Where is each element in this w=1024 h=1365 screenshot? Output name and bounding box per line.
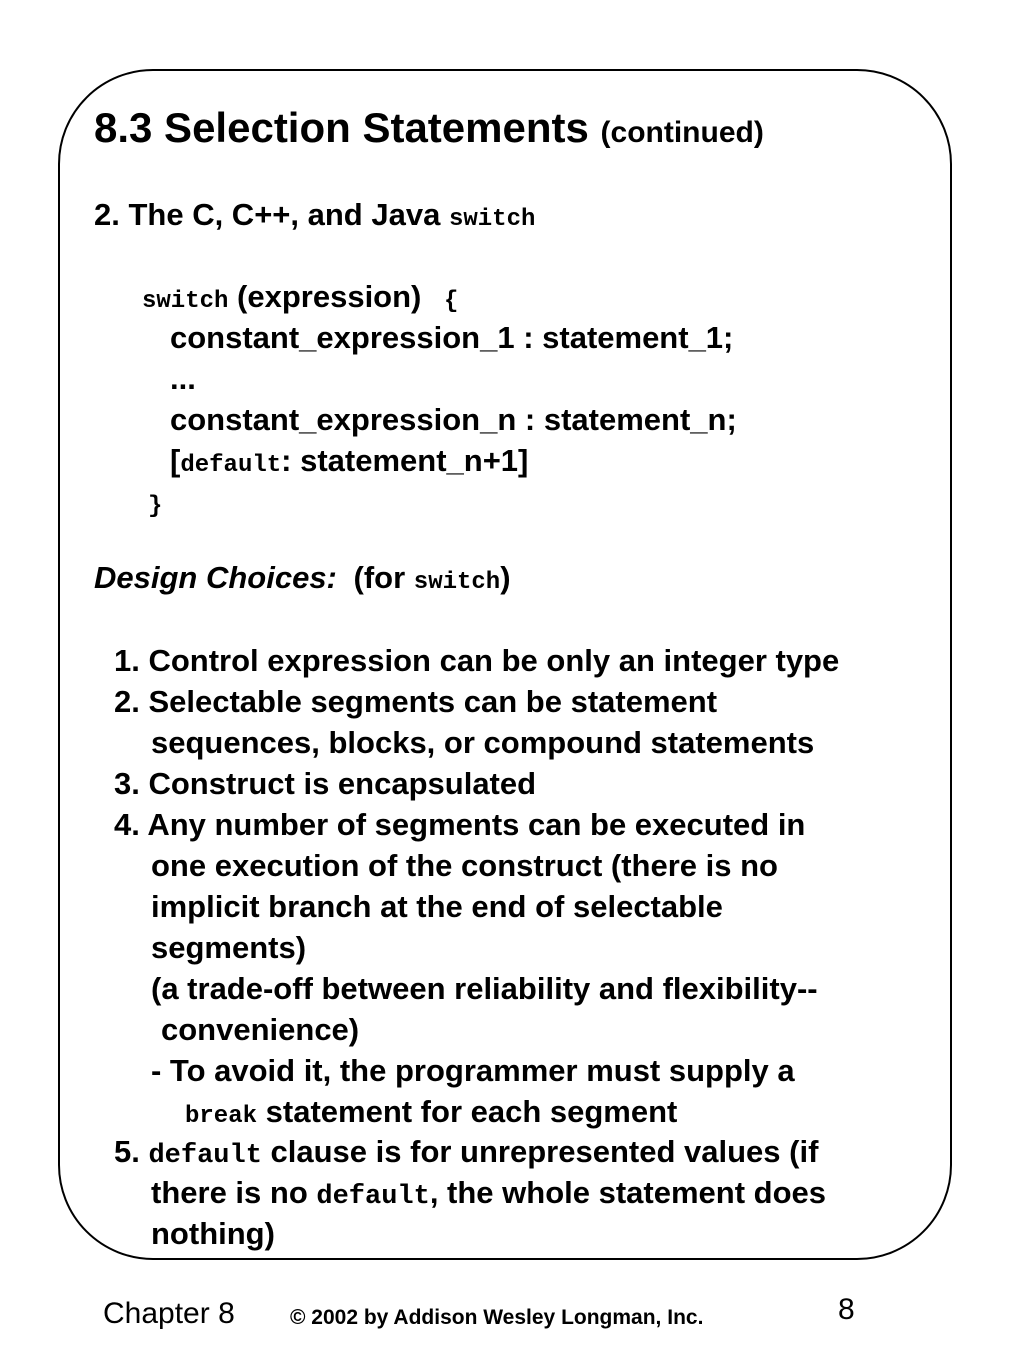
close-brace: }: [148, 493, 163, 520]
design-choices-label: Design Choices:: [94, 560, 337, 595]
title-suffix: (continued): [600, 116, 764, 149]
default-keyword-3: default: [316, 1182, 430, 1212]
list-item-4a: 4. Any number of segments can be executed in: [114, 807, 806, 842]
break-keyword: break: [185, 1103, 258, 1130]
design-choices-heading: [94, 560, 511, 601]
list-item-4c: implicit branch at the end of selectable: [151, 889, 723, 924]
syntax-expression: (expression): [237, 279, 422, 314]
switch-keyword: switch: [142, 288, 229, 315]
design-choices-keyword: switch: [413, 569, 501, 596]
list-item-4b: one execution of the construct (there is no: [151, 848, 778, 883]
list-item-5b-rest: , the whole statement does: [429, 1175, 827, 1210]
footer-chapter: Chapter 8: [103, 1297, 235, 1330]
list-item-5b: [151, 1175, 826, 1215]
list-item-3: 3. Construct is encapsulated: [114, 766, 537, 801]
default-keyword: default: [180, 452, 282, 479]
list-item-4e: (a trade-off between reliability and flexibility--: [151, 971, 818, 1006]
open-brace: {: [444, 288, 459, 315]
default-keyword-2: default: [148, 1141, 262, 1171]
syntax-line-2: constant_expression_1 : statement_1;: [170, 320, 734, 355]
syntax-line-1: [142, 279, 458, 320]
list-item-5a-rest: clause is for unrepresented values (if: [270, 1134, 819, 1169]
list-item-5b-pre: there is no: [151, 1175, 308, 1210]
bracket-open: [: [170, 443, 181, 478]
list-item-4d: segments): [151, 930, 307, 965]
page-number: 8: [838, 1293, 855, 1326]
syntax-line-3: ...: [170, 361, 196, 396]
title-text: 8.3 Selection Statements: [94, 104, 589, 151]
list-item-2a: 2. Selectable segments can be statement: [114, 684, 718, 719]
list-item-2b: sequences, blocks, or compound statements: [151, 725, 815, 760]
footer-copyright: © 2002 by Addison Wesley Longman, Inc.: [290, 1306, 704, 1329]
subheading-text: 2. The C, C++, and Java: [94, 197, 441, 232]
subheading: [94, 197, 535, 238]
design-choices-open: (for: [353, 560, 406, 595]
list-item-1: 1. Control expression can be only an integer type: [114, 643, 840, 678]
slide-title: [94, 103, 764, 158]
syntax-line-4: constant_expression_n : statement_n;: [170, 402, 737, 437]
list-item-4g: - To avoid it, the programmer must supply a: [151, 1053, 795, 1088]
list-item-4h: [185, 1094, 677, 1135]
syntax-line-5: [170, 443, 528, 484]
subheading-code: switch: [448, 206, 536, 233]
list-item-5-number: 5.: [114, 1134, 140, 1169]
design-choices-close: ): [500, 560, 511, 595]
syntax-line-6: [148, 484, 162, 525]
list-item-4h-rest: statement for each segment: [265, 1094, 678, 1129]
list-item-5a: [114, 1134, 818, 1174]
syntax-line-5-rest: : statement_n+1]: [281, 443, 529, 478]
list-item-4f: convenience): [161, 1012, 360, 1047]
list-item-5c: nothing): [151, 1216, 275, 1251]
